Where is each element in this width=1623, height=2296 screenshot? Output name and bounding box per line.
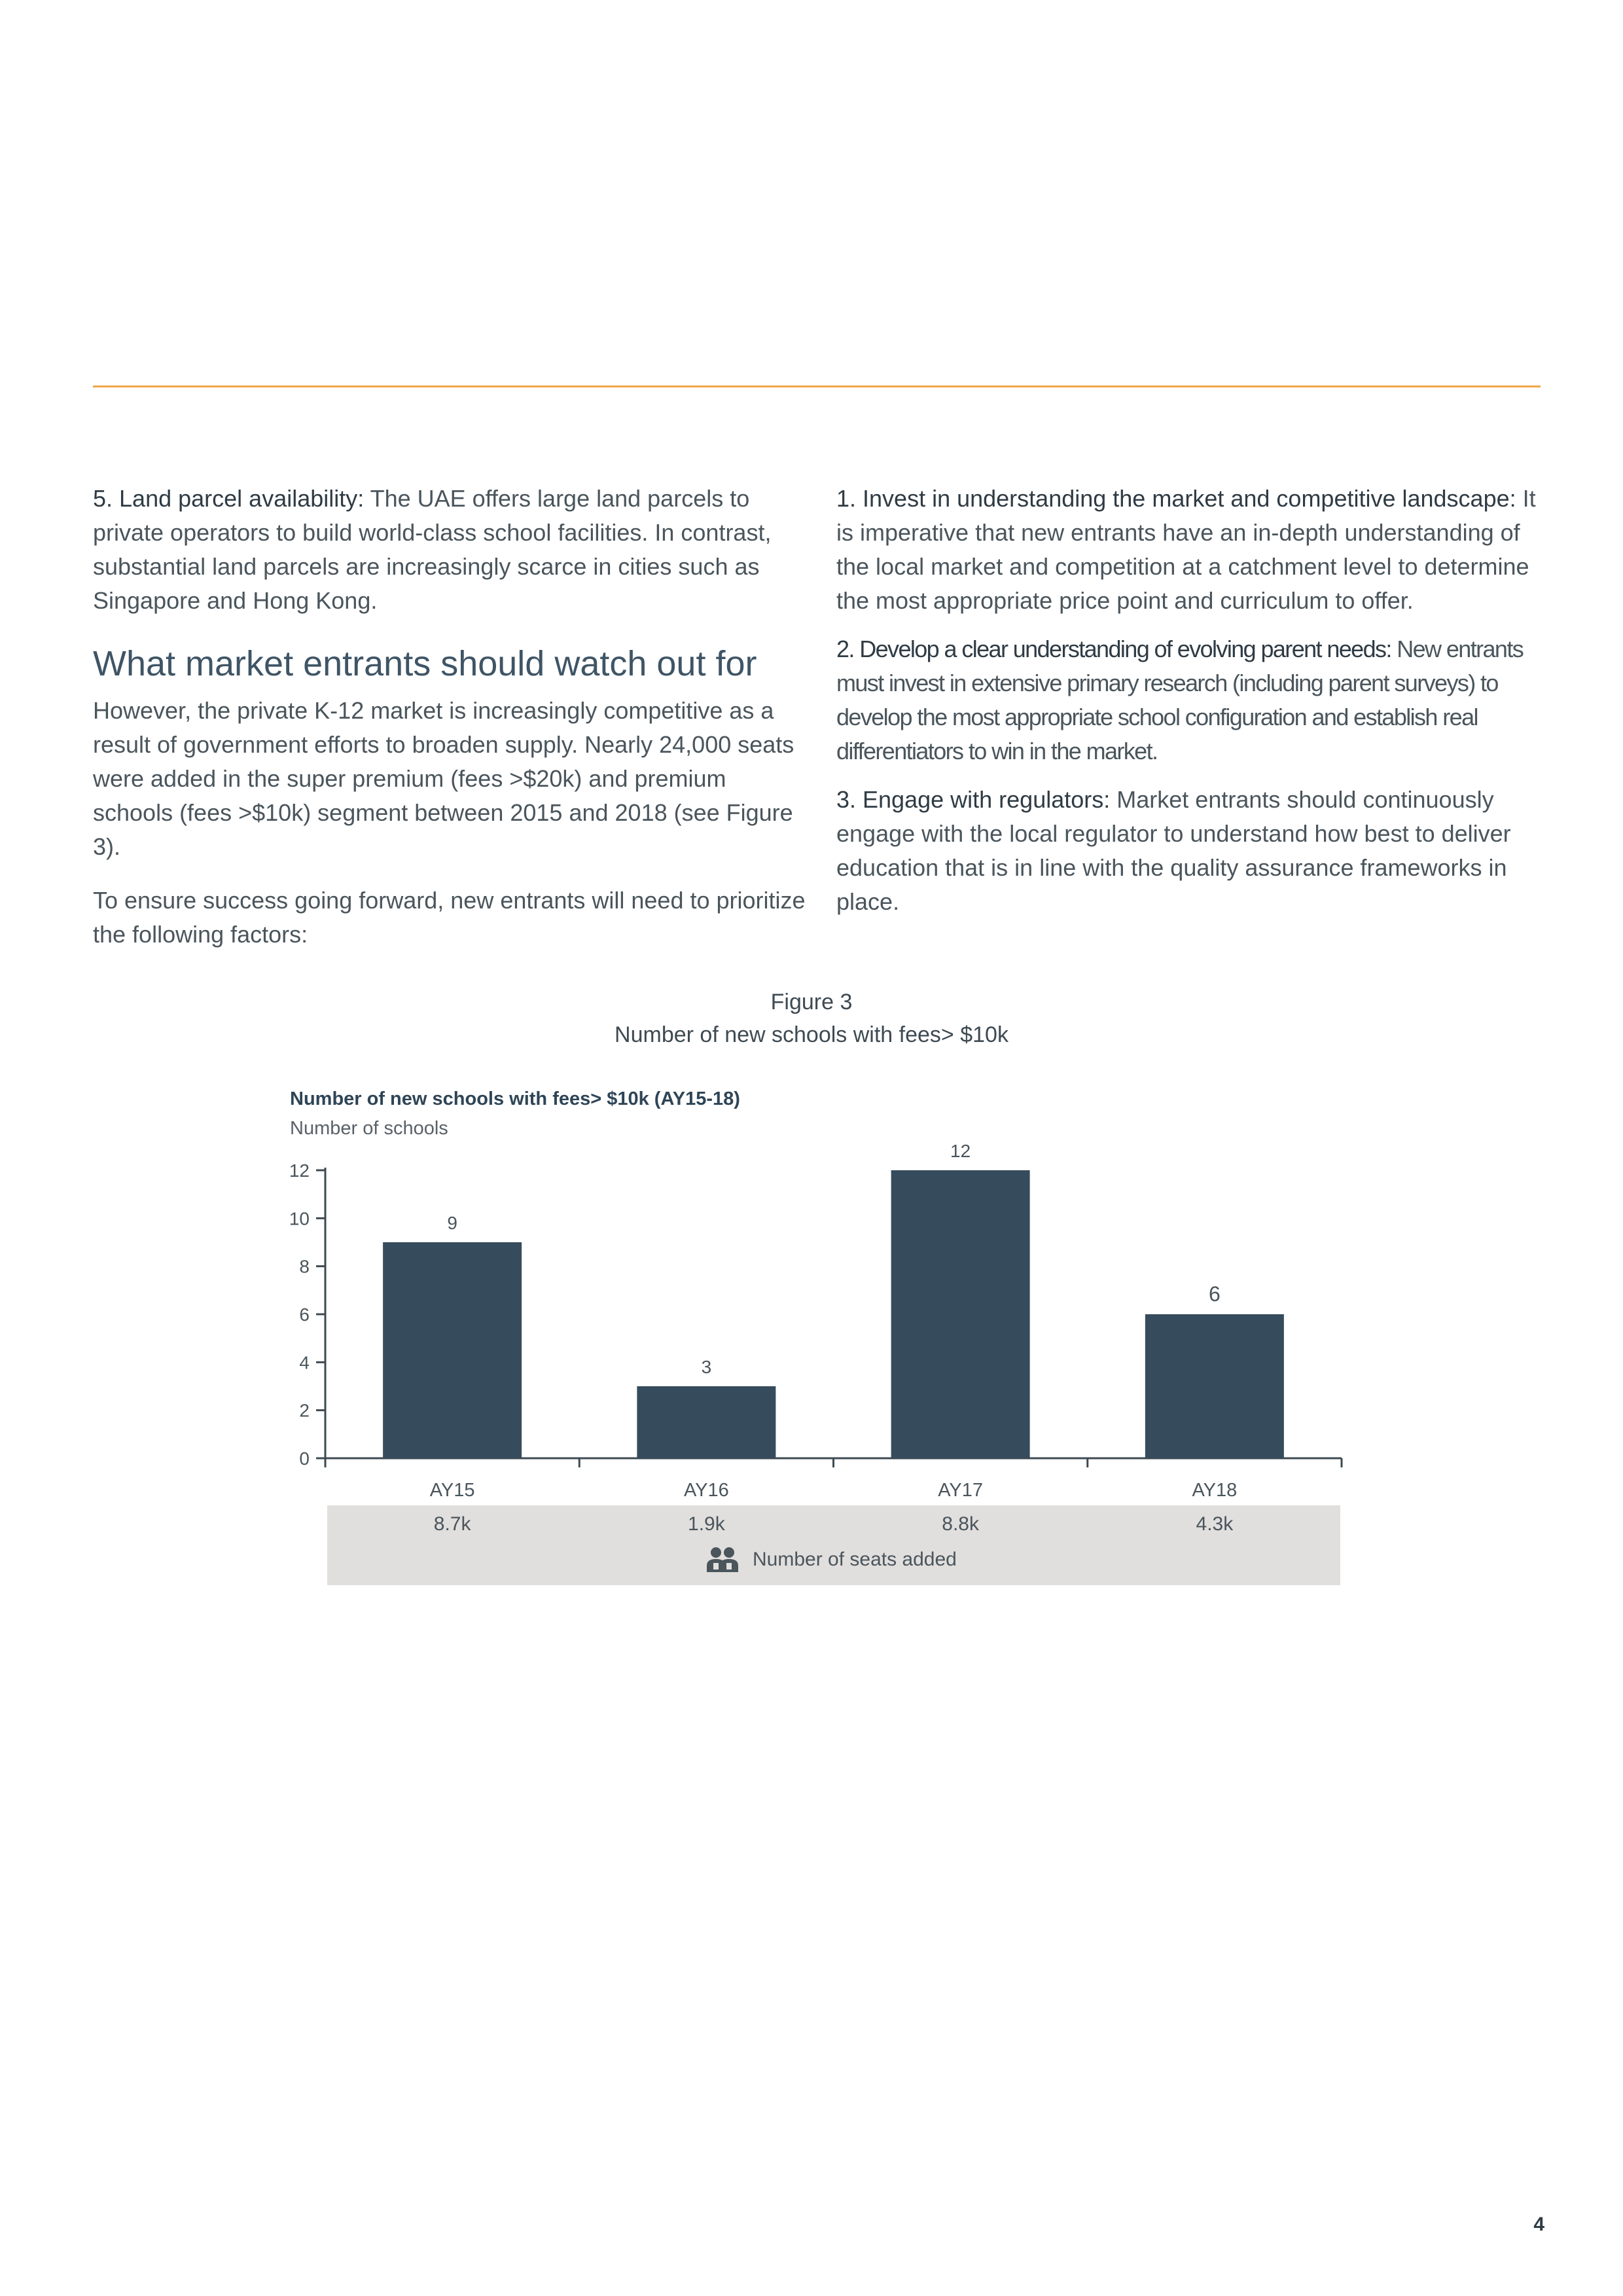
seats-added-value: 4.3k	[1196, 1513, 1234, 1535]
page-number: 4	[1533, 2214, 1544, 2235]
seats-added-value: 8.8k	[942, 1513, 979, 1535]
factor-2-body: New entrants must invest in extensive primary research (including parent surveys) to develop the most appropriate school configuration and establish real differentiators to win in the market.	[836, 636, 1524, 764]
chart-title: Number of new schools with fees> $10k (AY15-18)	[290, 1088, 740, 1109]
y-tick-label: 6	[299, 1304, 310, 1325]
y-tick-label: 8	[299, 1256, 310, 1277]
x-tick-label: AY15	[429, 1480, 475, 1501]
bar-ay18	[1145, 1314, 1284, 1458]
seats-added-value: 8.7k	[433, 1513, 471, 1535]
data-label: 6	[1208, 1282, 1221, 1306]
y-tick-label: 10	[289, 1208, 310, 1229]
factor-1-lead: 1. Invest in understanding the market and competitive landscape:	[836, 485, 1516, 512]
seats-added-value: 1.9k	[688, 1513, 725, 1535]
bar-ay15	[383, 1242, 522, 1458]
factor-1-body: It is imperative that new entrants have an in-depth understanding of the local market and competition at a catchment level to determine the most appropriate price point and curriculum to offer.	[836, 485, 1536, 614]
y-tick-label: 0	[299, 1448, 310, 1469]
factor-3-lead: 3. Engage with regulators:	[836, 786, 1111, 813]
factor-2-lead: 2. Develop a clear understanding of evolving parent needs:	[836, 636, 1391, 662]
figure-label: Figure 3	[770, 990, 853, 1014]
x-tick-label: AY17	[938, 1480, 984, 1501]
y-tick-label: 12	[289, 1160, 310, 1181]
land-parcel-body: The UAE offers large land parcels to private operators to build world-class school facilities. In contrast, substantial land parcels are increasingly scarce in cities such as Singapore and Hong Kong.	[93, 485, 772, 614]
seats-added-label: Number of seats added	[753, 1549, 957, 1570]
factor-3-body: Market entrants should continuously engage with the local regulator to understand how best to deliver education that is in line with the quality assurance frameworks in place.	[836, 786, 1511, 915]
chart-y-axis-label: Number of schools	[290, 1118, 448, 1139]
x-tick-label: AY16	[683, 1480, 729, 1501]
land-parcel-lead: 5. Land parcel availability:	[93, 485, 365, 512]
competition-paragraph: However, the private K-12 market is increasingly competitive as a result of government efforts to broaden supply. Nearly 24,000 seats were added in the super premium (fees >$20k) and premium schools (fees >$10k) segment between 2015 and 2018 (see Figure 3).	[93, 697, 794, 860]
data-label: 9	[447, 1213, 457, 1233]
success-paragraph: To ensure success going forward, new entrants will need to prioritize the following factors:	[93, 887, 806, 948]
y-tick-label: 4	[299, 1352, 310, 1373]
bar-ay17	[891, 1170, 1030, 1458]
y-tick-label: 2	[299, 1400, 310, 1421]
people-icon	[705, 1546, 740, 1572]
figure-caption: Number of new schools with fees> $10k	[615, 1022, 1008, 1047]
x-tick-label: AY18	[1192, 1480, 1238, 1501]
data-label: 12	[950, 1141, 971, 1161]
bar-ay16	[637, 1386, 776, 1458]
data-label: 3	[701, 1357, 712, 1377]
section-heading: What market entrants should watch out for	[93, 644, 757, 683]
